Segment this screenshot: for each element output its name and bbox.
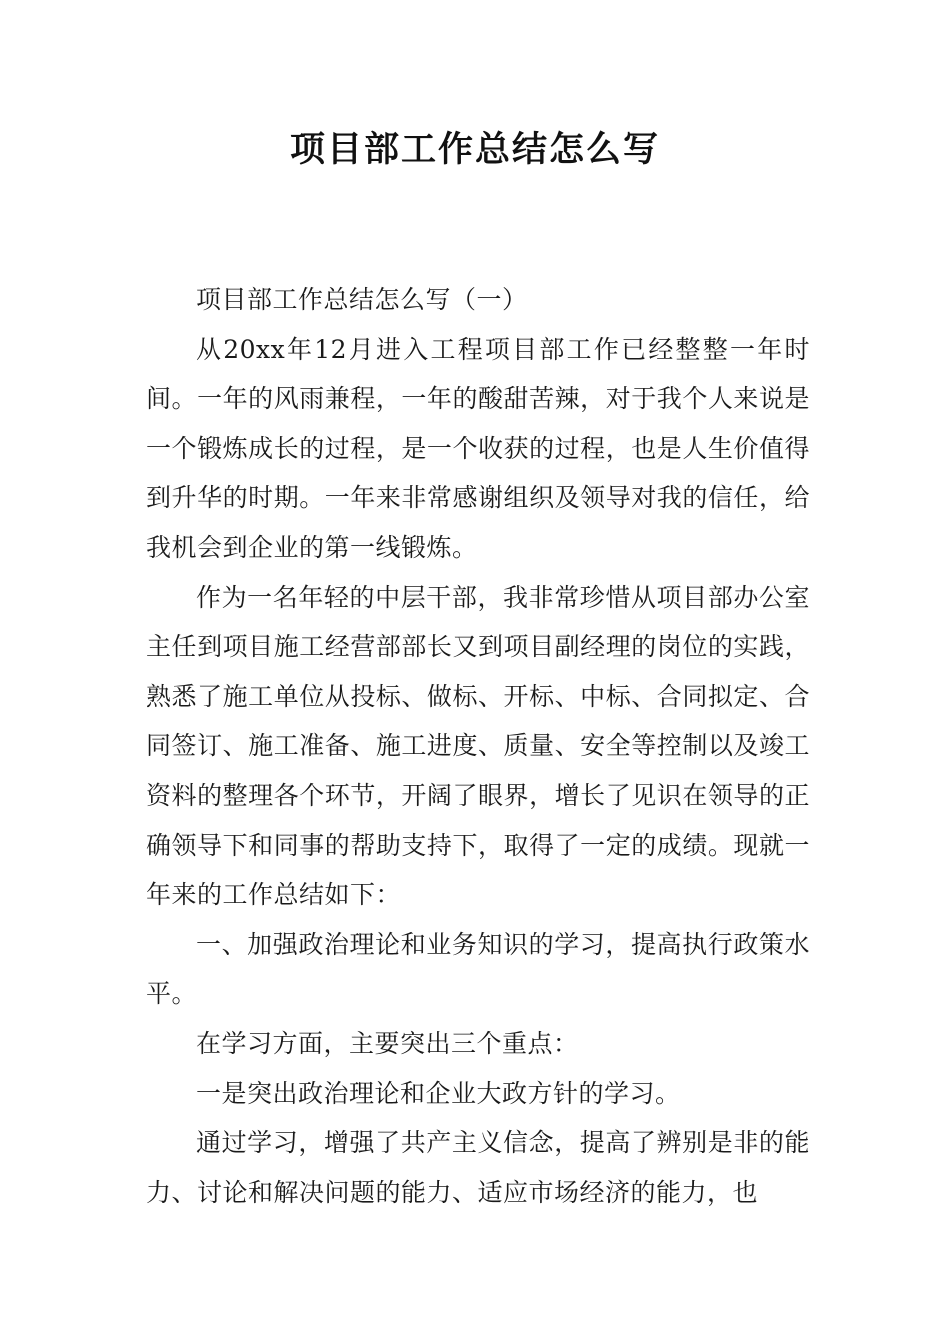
paragraph-section-heading: 一、加强政治理论和业务知识的学习，提高执行政策水平。 — [146, 929, 810, 1009]
paragraph-point-one: 一是突出政治理论和企业大政方针的学习。 — [196, 1078, 681, 1108]
paragraph-study-result: 通过学习，增强了共产主义信念，提高了辨别是非的能力、讨论和解决问题的能力、适应市场经济的能力，也 — [146, 1128, 810, 1207]
document-body — [146, 275, 810, 1217]
paragraph-subtitle: 项目部工作总结怎么写（一） — [196, 285, 528, 314]
paragraph-experience: 作为一名年轻的中层干部，我非常珍惜从项目部办公室主任到项目施工经营部部长又到项目副经理的岗位的实践，熟悉了施工单位从投标、做标、开标、中标、合同拟定、合同签订、施工准备、施工进度、质量、安全等控制以及竣工资料的整理各个环节，开阔了眼界，增长了见识在领导的正确领导下和同事的帮助支持下，取得了一定的成绩。现就一年来的工作总结如下： — [146, 582, 810, 910]
paragraph-study-focus: 在学习方面，主要突出三个重点： — [196, 1028, 579, 1058]
paragraph-intro: 从20xx年12月进入工程项目部工作已经整整一年时间。一年的风雨兼程，一年的酸甜苦辣，对于我个人来说是一个锻炼成长的过程，是一个收获的过程，也是人生价值得到升华的时期。一年来非常感谢组织及领导对我的信任，给我机会到企业的第一线锻炼。 — [146, 334, 810, 562]
document-title: 项目部工作总结怎么写 — [289, 130, 660, 170]
